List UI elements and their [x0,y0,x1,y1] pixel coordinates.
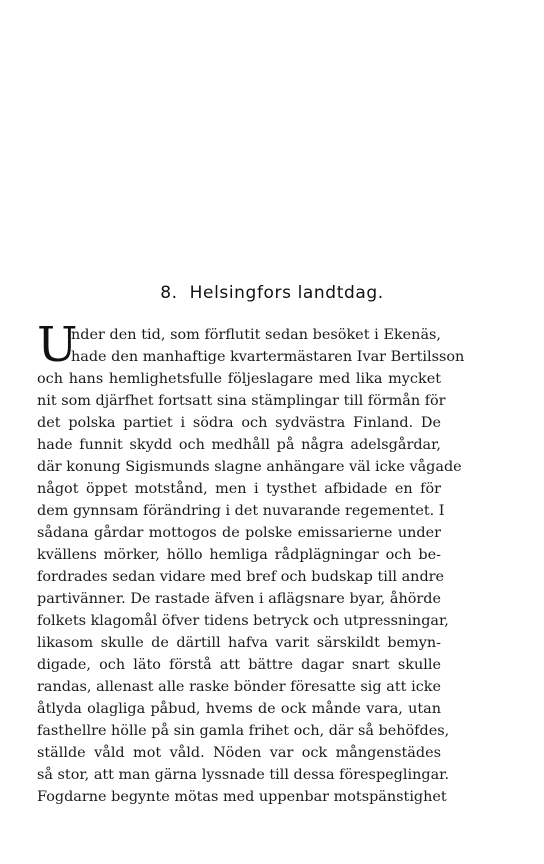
text-line: Fogdarne begynte mötas med uppenbar motspänstighet [37,789,447,805]
text-line: åtlyda olagliga påbud, hvems de ock månde vara, utan [37,701,441,717]
text-line: kvällens mörker, höllo hemliga rådplägningar och be- [37,547,441,563]
body-text [37,317,465,808]
text-line: partivänner. De rastade äfven i aflägsnare byar, åhörde [37,591,441,607]
text-line: ställde våld mot våld. Nöden var ock mångenstädes [37,745,441,761]
text-line: folkets klagomål öfver tidens betryck och utpressningar, [37,613,449,629]
text-line: fordrades sedan vidare med bref och budskap till andre [37,569,445,585]
drop-cap-initial: U [37,317,78,373]
text-line: fasthellre hölle på sin gamla frihet och, där så behöfdes, [37,723,450,739]
chapter-heading [0,283,544,303]
chapter-number: 8. [160,283,178,303]
text-line: så stor, att man gärna lyssnade till dessa förespeglingar. [37,767,450,783]
text-line: hade funnit skydd och medhåll på några adelsgårdar, [37,437,441,453]
text-line: digade, och läto förstå att bättre dagar snart skulle [37,657,441,673]
text-line: randas, allenast alle raske bönder föresatte sig att icke [37,679,441,695]
text-line: där konung Sigismunds slagne anhängare väl icke vågade [37,459,462,475]
text-line: nder den tid, som förflutit sedan besöket i Ekenäs, [71,327,441,343]
text-line: något öppet motstånd, men i tysthet afbidade en för [37,481,441,497]
text-line: det polska partiet i södra och sydvästra Finland. De [37,415,441,431]
chapter-title: Helsingfors landtdag. [189,283,384,303]
text-line: hade den manhaftige kvartermästaren Ivar Bertilsson [71,349,465,365]
text-line: sådana gårdar mottogos de polske emissarierne under [37,525,441,541]
text-line: nit som djärfhet fortsatt sina stämplingar till förmån för [37,393,446,409]
text-line: likasom skulle de därtill hafva varit särskildt bemyn- [37,635,441,651]
text-line: och hans hemlighetsfulle följeslagare med lika mycket [37,371,441,387]
text-line: dem gynnsam förändring i det nuvarande regementet. I [37,503,445,519]
